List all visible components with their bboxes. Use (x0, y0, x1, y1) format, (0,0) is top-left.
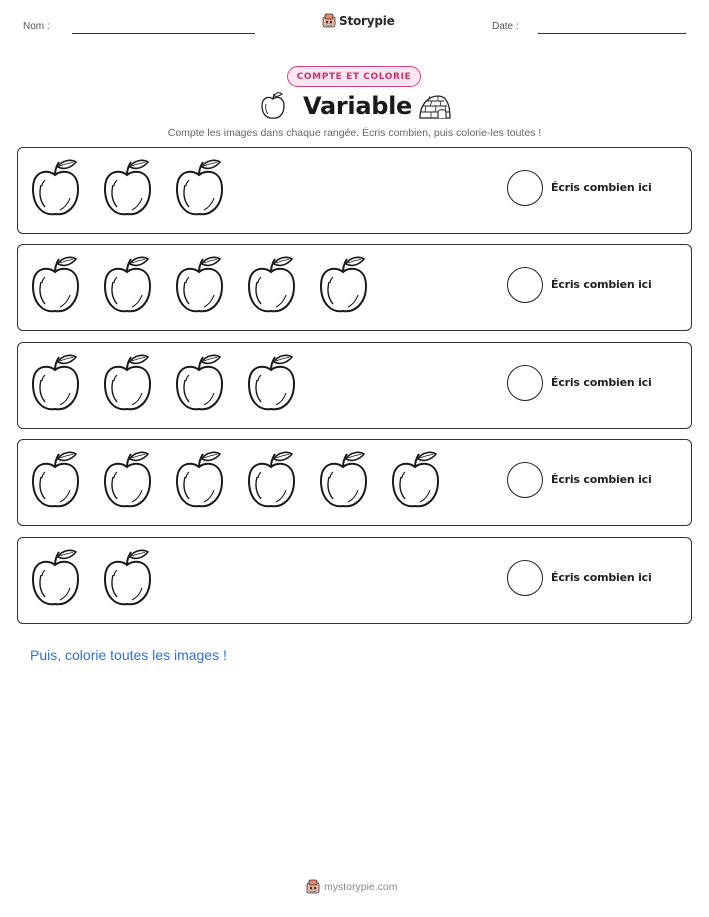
apple-icon (318, 450, 369, 510)
answer-circle[interactable] (507, 170, 543, 206)
apple-icon (246, 450, 297, 510)
apple-icon (390, 450, 441, 510)
counting-row-3 (17, 342, 692, 429)
apple-icon (30, 353, 81, 413)
apple-icon (102, 548, 153, 608)
apple-group (30, 450, 441, 510)
answer-label: Écris combien ici (551, 571, 652, 584)
answer-label: Écris combien ici (551, 473, 652, 486)
apple-icon (102, 450, 153, 510)
storypie-logo-icon (322, 13, 336, 28)
answer-circle[interactable] (507, 560, 543, 596)
counting-row-2 (17, 244, 692, 331)
apple-icon (174, 255, 225, 315)
name-line[interactable] (72, 33, 255, 34)
footer-brand (306, 879, 398, 894)
apple-icon (174, 158, 225, 218)
answer-label: Écris combien ici (551, 181, 652, 194)
apple-group (30, 548, 153, 608)
igloo-icon (418, 93, 452, 121)
answer-circle[interactable] (507, 462, 543, 498)
instructions: Compte les images dans chaque rangée. Écris combien, puis colorie-les toutes ! (167, 127, 542, 139)
apple-icon (174, 353, 225, 413)
apple-icon (246, 255, 297, 315)
counting-row-1 (17, 147, 692, 234)
counting-row-5 (17, 537, 692, 624)
apple-icon (259, 91, 287, 121)
apple-icon (30, 158, 81, 218)
name-label: Nom : (23, 21, 50, 32)
apple-icon (318, 255, 369, 315)
answer-label: Écris combien ici (551, 278, 652, 291)
apple-group (30, 353, 297, 413)
answer-circle[interactable] (507, 267, 543, 303)
footer-note: Puis, colorie toutes les images ! (30, 647, 227, 663)
title-row (0, 91, 709, 125)
apple-icon (30, 450, 81, 510)
footer-url: mystorypie.com (324, 880, 398, 893)
page-title: Variable (303, 92, 412, 120)
apple-icon (246, 353, 297, 413)
apple-icon (102, 353, 153, 413)
apple-group (30, 158, 225, 218)
date-label: Date : (492, 21, 519, 32)
apple-group (30, 255, 369, 315)
apple-icon (102, 158, 153, 218)
apple-icon (30, 548, 81, 608)
category-badge: COMPTE ET COLORIE (287, 66, 421, 87)
apple-icon (102, 255, 153, 315)
date-line[interactable] (538, 33, 686, 34)
brand-logo (322, 13, 395, 28)
apple-icon (30, 255, 81, 315)
answer-circle[interactable] (507, 365, 543, 401)
counting-row-4 (17, 439, 692, 526)
brand-name: Storypie (339, 13, 395, 28)
storypie-logo-icon (306, 879, 320, 894)
answer-label: Écris combien ici (551, 376, 652, 389)
apple-icon (174, 450, 225, 510)
